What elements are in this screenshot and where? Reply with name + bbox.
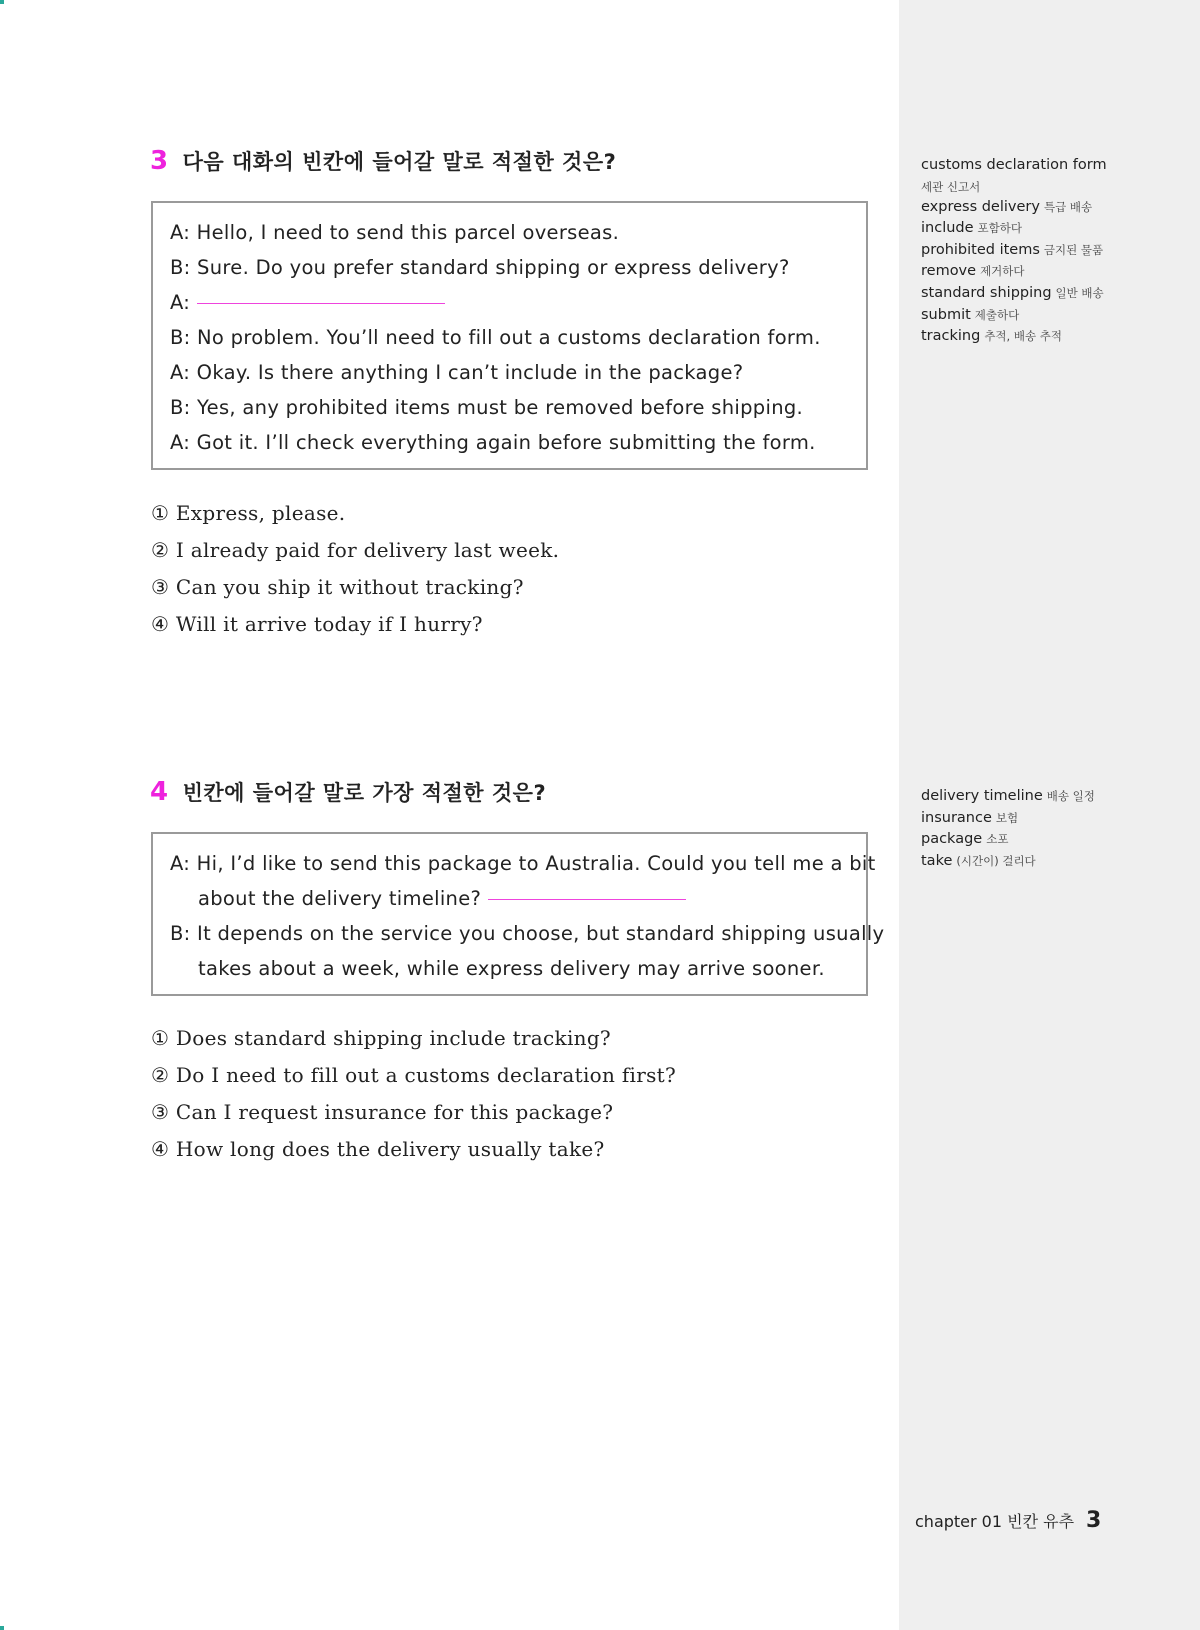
question-3-choices <box>151 495 559 643</box>
question-3-vocab-list <box>921 155 1107 348</box>
dialog-line: A: Got it. I’ll check everything again before submitting the form. <box>170 431 816 454</box>
vocab-ko: 보험 <box>995 810 1019 825</box>
dialog-speaker: A: <box>170 291 191 314</box>
choice-4[interactable]: ④ Will it arrive today if I hurry? <box>151 612 483 636</box>
dialog-line-blank <box>170 881 850 916</box>
page-number: 3 <box>1086 1508 1102 1533</box>
vocab-en: express delivery <box>921 198 1040 215</box>
choice-1[interactable]: ① Does standard shipping include tracking? <box>151 1026 611 1050</box>
corner-mark <box>0 0 4 4</box>
vocab-en: delivery timeline <box>921 788 1043 804</box>
vocab-ko: 포함하다 <box>977 221 1022 236</box>
question-number: 3 <box>150 146 169 176</box>
vocab-en: standard shipping <box>921 284 1052 301</box>
choice-1[interactable]: ① Express, please. <box>151 501 346 525</box>
vocab-item <box>921 786 1095 808</box>
vocab-en: remove <box>921 263 977 280</box>
dialog-line: B: No problem. You’ll need to fill out a customs declaration form. <box>170 326 821 349</box>
vocab-ko: 금지된 물품 <box>1043 242 1104 257</box>
question-text: 빈칸에 들어갈 말로 가장 적절한 것은? <box>182 781 547 805</box>
vocab-item <box>921 851 1095 873</box>
vocab-item <box>921 829 1095 851</box>
vocab-en: prohibited items <box>921 241 1040 258</box>
question-text: 다음 대화의 빈칸에 들어갈 말로 적절한 것은? <box>182 150 617 174</box>
answer-blank <box>488 899 686 900</box>
vocab-item <box>921 240 1107 262</box>
dialog-line-indented <box>170 951 850 986</box>
choice-2[interactable]: ② Do I need to fill out a customs declaration first? <box>151 1063 677 1087</box>
vocab-item <box>921 305 1107 327</box>
vocab-item <box>921 197 1107 219</box>
choice-3[interactable]: ③ Can I request insurance for this package? <box>151 1100 614 1124</box>
dialog-line: A: Okay. Is there anything I can’t include in the package? <box>170 361 744 384</box>
answer-blank <box>197 303 445 304</box>
vocab-item <box>921 326 1107 348</box>
vocab-item <box>921 218 1107 240</box>
vocab-item <box>921 261 1107 283</box>
vocab-ko: 특급 배송 <box>1043 199 1093 214</box>
vocab-ko: 제출하다 <box>974 307 1020 322</box>
dialog-line: A: Hi, I’d like to send this package to Australia. Could you tell me a bit <box>170 852 876 875</box>
vocab-item <box>921 155 1107 197</box>
chapter-label: chapter 01 빈칸 유추 <box>915 1512 1075 1531</box>
corner-mark <box>0 1626 4 1630</box>
vocab-ko: 일반 배송 <box>1055 285 1104 300</box>
vocab-ko: 추적, 배송 추적 <box>984 329 1062 344</box>
dialog-line: B: It depends on the service you choose, but standard shipping usually <box>170 922 885 945</box>
dialog-text: takes about a week, while express delivery may arrive sooner. <box>198 957 825 980</box>
vocab-en: insurance <box>921 809 992 826</box>
question-number: 4 <box>150 777 169 807</box>
choice-3[interactable]: ③ Can you ship it without tracking? <box>151 575 524 599</box>
vocab-en: tracking <box>921 328 981 345</box>
choice-2[interactable]: ② I already paid for delivery last week. <box>151 538 560 562</box>
page-footer <box>915 1508 1101 1533</box>
vocab-en: include <box>921 220 974 237</box>
vocab-ko: 제거하다 <box>980 264 1025 279</box>
vocab-item <box>921 808 1095 830</box>
question-3-title <box>150 146 616 176</box>
vocab-en: submit <box>921 306 971 323</box>
choice-4[interactable]: ④ How long does the delivery usually take? <box>151 1137 605 1161</box>
vocab-ko: (시간이) 걸리다 <box>956 853 1036 868</box>
question-4-vocab-list <box>921 786 1095 872</box>
vocab-en: take <box>921 852 953 869</box>
vocab-en: customs declaration form <box>921 157 1107 173</box>
dialog-line-blank <box>170 285 850 320</box>
vocab-ko: 세관 신고서 <box>921 179 981 194</box>
question-3-dialog-box <box>151 201 868 470</box>
vocab-item <box>921 283 1107 305</box>
question-4-dialog-box <box>151 832 885 996</box>
vocab-ko: 소포 <box>986 832 1009 847</box>
vocab-ko: 배송 일정 <box>1046 789 1095 803</box>
dialog-line: B: Yes, any prohibited items must be removed before shipping. <box>170 396 804 419</box>
dialog-text: about the delivery timeline? <box>198 887 482 910</box>
dialog-line: A: Hello, I need to send this parcel overseas. <box>170 221 620 244</box>
dialog-line: B: Sure. Do you prefer standard shipping or express delivery? <box>170 256 790 279</box>
vocab-en: package <box>921 831 983 848</box>
question-4-title <box>150 777 546 807</box>
question-4-choices <box>151 1020 676 1168</box>
